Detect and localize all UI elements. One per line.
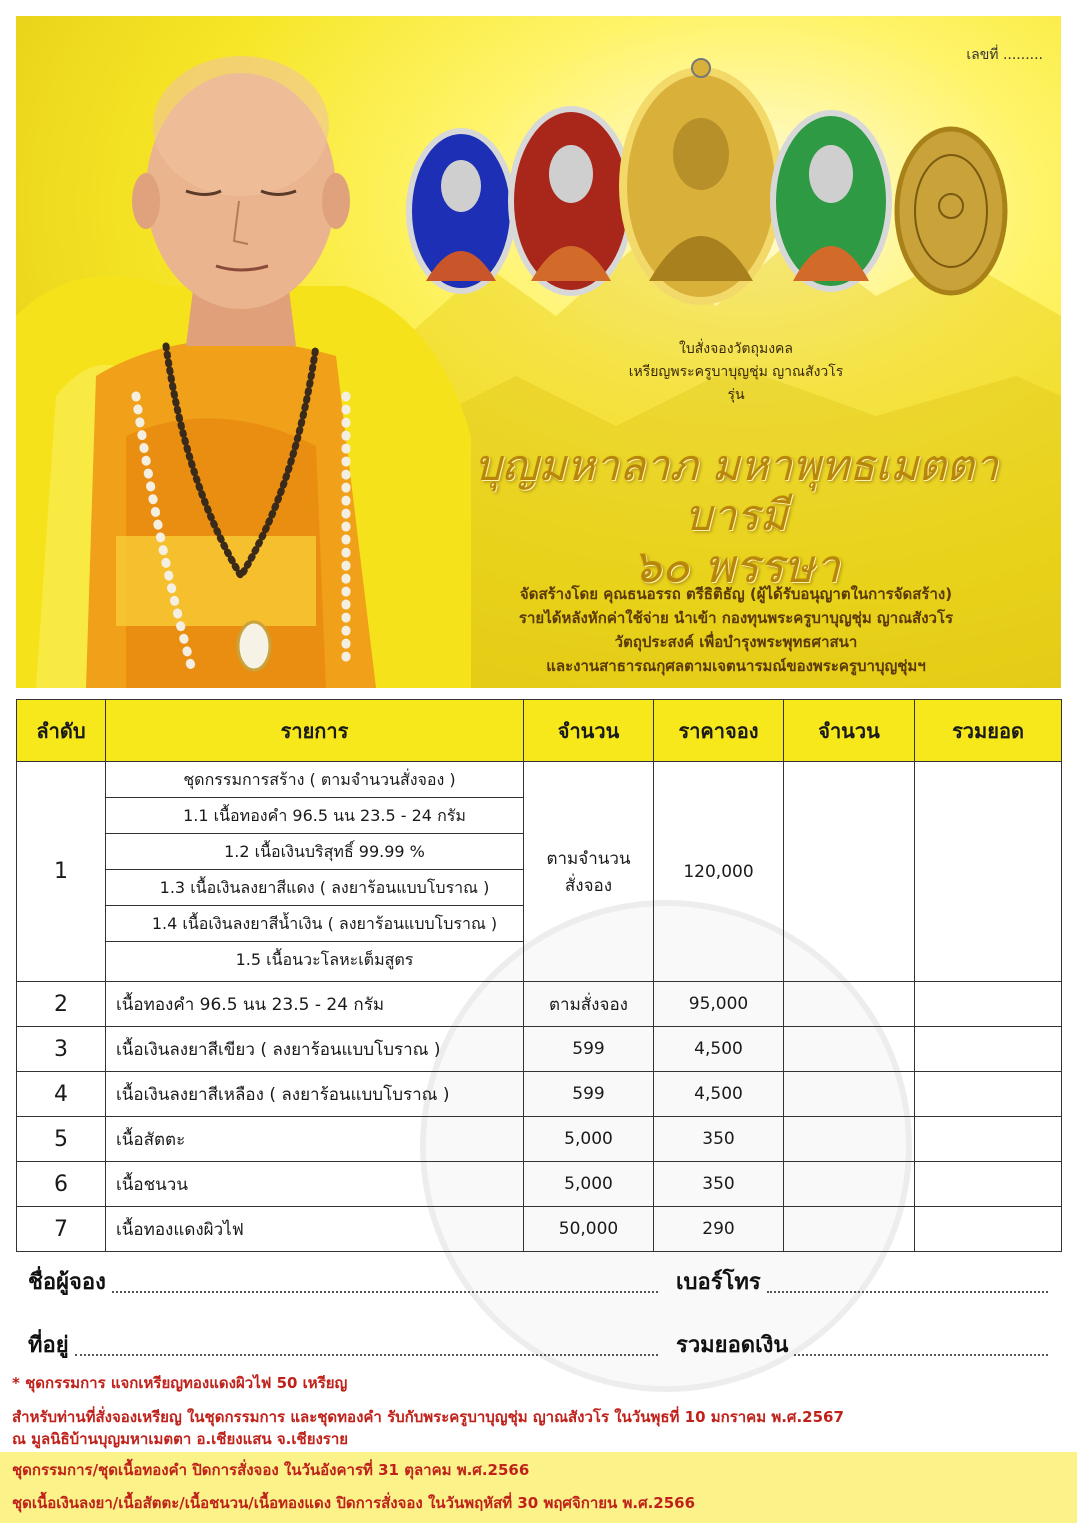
row-quantity: 599 (524, 1027, 654, 1072)
col-header-price: ราคาจอง (654, 700, 784, 762)
committee-set-title: ชุดกรรมการสร้าง ( ตามจำนวนสั่งจอง ) (106, 762, 523, 798)
total-amount-line[interactable] (794, 1350, 1048, 1356)
col-header-item: รายการ (106, 700, 524, 762)
row-quantity: 5,000 (524, 1117, 654, 1162)
row-total-input[interactable] (915, 982, 1062, 1027)
row-item: เนื้อทองคำ 96.5 นน 23.5 - 24 กรัม (106, 982, 524, 1027)
row-total-input[interactable] (915, 1162, 1062, 1207)
row-price: 4,500 (654, 1027, 784, 1072)
medal-blue (409, 131, 513, 291)
row-no: 7 (17, 1207, 106, 1252)
row-quantity (524, 762, 654, 982)
table-row (17, 982, 1062, 1027)
row-item: เนื้อเงินลงยาสีเขียว ( ลงยาร้อนแบบโบราณ ) (106, 1027, 524, 1072)
order-table (16, 699, 1062, 1252)
row-order-quantity-input[interactable] (784, 1207, 915, 1252)
row-price: 120,000 (654, 762, 784, 982)
row-item: เนื้อชนวน (106, 1162, 524, 1207)
set-item: 1.1 เนื้อทองคำ 96.5 นน 23.5 - 24 กรัม (106, 798, 523, 834)
row-order-quantity-input[interactable] (784, 1162, 915, 1207)
row-order-quantity-input[interactable] (784, 1072, 915, 1117)
row-no: 3 (17, 1027, 106, 1072)
order-form-heading (486, 338, 986, 407)
medal-collection (401, 36, 1061, 326)
address-line[interactable] (75, 1350, 658, 1356)
phone-label: เบอร์โทร (676, 1270, 761, 1295)
row-no: 2 (17, 982, 106, 1027)
row-price: 4,500 (654, 1072, 784, 1117)
row-no: 6 (17, 1162, 106, 1207)
col-header-quantity: จำนวน (524, 700, 654, 762)
note-receive-date: สำหรับท่านที่สั่งจองเหรียญ ในชุดกรรมการ และชุดทองคำ รับกับพระครูบาบุญชุ่ม ญาณสังวโร ในวันพุธที่ 10 มกราคม พ.ศ.2567 (12, 1408, 844, 1426)
medal-green (773, 113, 889, 289)
col-header-total: รวมยอด (915, 700, 1062, 762)
closing-dates-footer (0, 1452, 1077, 1523)
set-item: 1.4 เนื้อเงินลงยาสีน้ำเงิน ( ลงยาร้อนแบบโบราณ ) (106, 906, 523, 942)
table-row (17, 762, 1062, 982)
phone-field[interactable] (676, 1264, 1048, 1299)
row-total-input[interactable] (915, 1207, 1062, 1252)
row-order-quantity-input[interactable] (784, 1027, 915, 1072)
buyer-name-line[interactable] (112, 1287, 658, 1293)
total-amount-label: รวมยอดเงิน (676, 1333, 789, 1358)
table-row (17, 1207, 1062, 1252)
row-price: 350 (654, 1162, 784, 1207)
row-no: 4 (17, 1072, 106, 1117)
row-item-set (106, 762, 524, 982)
row-quantity: 599 (524, 1072, 654, 1117)
edition-title-line-2: ๖๐ พรรษา (632, 539, 840, 593)
medal-reverse (897, 129, 1005, 293)
closing-date-line-2: ชุดเนื้อเงินลงยา/เนื้อสัตตะ/เนื้อชนวน/เนื้อทองแดง ปิดการสั่งจอง ในวันพฤหัสที่ 30 พฤศจิกายน พ.ศ.2566 (12, 1494, 696, 1512)
row-order-quantity-input[interactable] (784, 762, 915, 982)
heading-line-3: รุ่น (727, 387, 745, 403)
table-row (17, 1072, 1062, 1117)
row-no: 1 (17, 762, 106, 982)
total-amount-field[interactable] (676, 1327, 1048, 1362)
col-header-no: ลำดับ (17, 700, 106, 762)
row-total-input[interactable] (915, 1027, 1062, 1072)
set-item: 1.5 เนื้อนวะโลหะเต็มสูตร (235, 950, 414, 969)
header-banner (16, 16, 1061, 688)
address-field[interactable] (28, 1327, 658, 1362)
set-item: 1.2 เนื้อเงินบริสุทธิ์ 99.99 % (106, 834, 523, 870)
notes (12, 1372, 1067, 1450)
row-quantity: 50,000 (524, 1207, 654, 1252)
row-price: 350 (654, 1117, 784, 1162)
edition-title-line-1: บุญมหาลาภ มหาพุทธเมตตาบารมี (473, 441, 999, 541)
buyer-name-field[interactable] (28, 1264, 658, 1299)
medal-red (511, 109, 631, 293)
buyer-name-label: ชื่อผู้จอง (28, 1270, 106, 1295)
phone-line[interactable] (767, 1287, 1048, 1293)
note-committee-gift: * ชุดกรรมการ แจกเหรียญทองแดงผิวไฟ 50 เหรียญ (12, 1374, 348, 1392)
row-price: 95,000 (654, 982, 784, 1027)
form-number: เลขที่ ......... (966, 47, 1043, 63)
organizer-line-2: รายได้หลังหักค่าใช้จ่าย นำเข้า กองทุนพระครูบาบุญชุ่ม ญาณสังวโร (518, 609, 954, 627)
address-label: ที่อยู่ (28, 1333, 69, 1358)
row-order-quantity-input[interactable] (784, 1117, 915, 1162)
set-item: 1.3 เนื้อเงินลงยาสีแดง ( ลงยาร้อนแบบโบราณ ) (106, 870, 523, 906)
table-row (17, 1162, 1062, 1207)
organizer-line-3: วัตถุประสงค์ เพื่อบำรุงพระพุทธศาสนา (614, 633, 858, 651)
row-item: เนื้อทองแดงผิวไฟ (106, 1207, 524, 1252)
qty-line-2: สั่งจอง (564, 875, 613, 896)
edition-title (436, 441, 1036, 591)
heading-line-2: เหรียญพระครูบาบุญชุ่ม ญาณสังวโร (628, 364, 844, 380)
col-header-order-quantity: จำนวน (784, 700, 915, 762)
row-total-input[interactable] (915, 1117, 1062, 1162)
row-quantity: ตามสั่งจอง (524, 982, 654, 1027)
note-location: ณ มูลนิธิบ้านบุญมหาเมตตา อ.เชียงแสน จ.เชียงราย (12, 1430, 349, 1448)
row-total-input[interactable] (915, 1072, 1062, 1117)
table-row (17, 1117, 1062, 1162)
closing-date-line-1: ชุดกรรมการ/ชุดเนื้อทองคำ ปิดการสั่งจอง ในวันอังคารที่ 31 ตุลาคม พ.ศ.2566 (12, 1461, 530, 1479)
row-price: 290 (654, 1207, 784, 1252)
heading-line-1: ใบสั่งจองวัตถุมงคล (679, 341, 793, 357)
row-item: เนื้อสัตตะ (106, 1117, 524, 1162)
row-item: เนื้อเงินลงยาสีเหลือง ( ลงยาร้อนแบบโบราณ ) (106, 1072, 524, 1117)
committee-set-list (106, 762, 523, 977)
row-no: 5 (17, 1117, 106, 1162)
row-quantity: 5,000 (524, 1162, 654, 1207)
row-total-input[interactable] (915, 762, 1062, 982)
qty-line-1: ตามจำนวน (546, 848, 631, 869)
organizer-info (436, 582, 1036, 678)
row-order-quantity-input[interactable] (784, 982, 915, 1027)
table-row (17, 1027, 1062, 1072)
organizer-line-1: จัดสร้างโดย คุณธนอรรถ ตรีธิติธัญ (ผู้ได้รับอนุญาตในการจัดสร้าง) (519, 585, 953, 603)
table-header-row (17, 700, 1062, 762)
organizer-line-4: และงานสาธารณกุศลตามเจตนารมณ์ของพระครูบาบุญชุ่มฯ (546, 657, 926, 675)
medal-gold (623, 59, 779, 301)
